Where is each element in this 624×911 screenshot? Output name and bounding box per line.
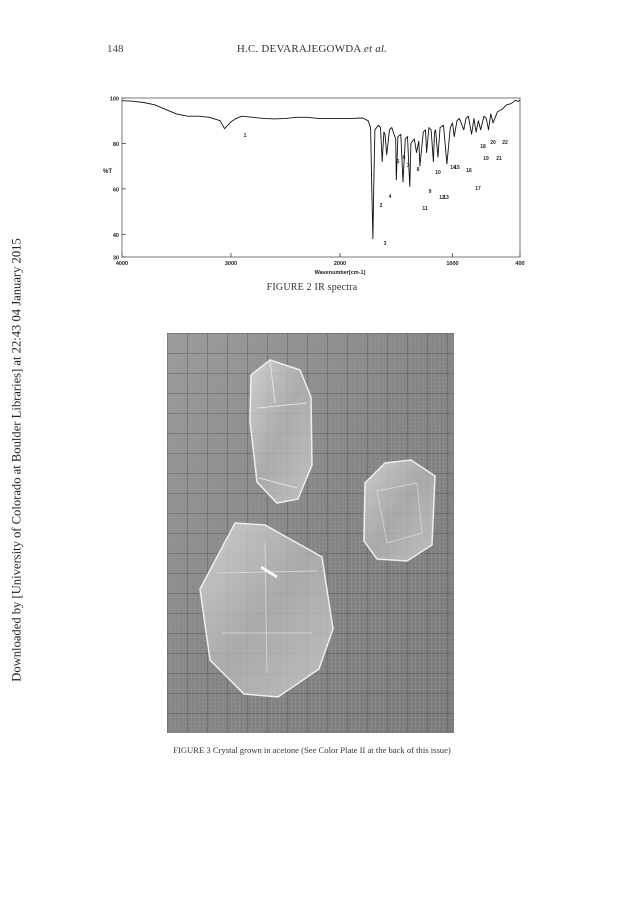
peak-label: 6 <box>402 155 406 161</box>
peak-label: 14 <box>450 165 456 171</box>
y-tick-label: 30 <box>112 255 119 262</box>
y-tick-label: 100 <box>109 96 119 103</box>
y-tick-label: 40 <box>112 232 119 239</box>
x-tick-label: 3000 <box>224 261 238 267</box>
peak-label: 3 <box>383 241 387 247</box>
download-watermark-text: Downloaded by [University of Colorado at Boulder Libraries] at 22:43 04 January 2015 <box>9 238 24 682</box>
peak-label: 15 <box>454 165 460 171</box>
peak-label: 16 <box>466 168 472 174</box>
crystal-photo-svg <box>167 333 454 733</box>
peak-label: 8 <box>416 167 420 173</box>
peak-label: 9 <box>428 189 432 195</box>
ir-transmittance-line <box>122 100 520 239</box>
running-head-etal: et al. <box>363 43 388 55</box>
x-tick-label: 400 <box>515 261 525 267</box>
peak-label: 4 <box>388 194 392 200</box>
peak-label: 21 <box>496 156 502 162</box>
page-number: 148 <box>107 43 124 55</box>
crystal-photograph <box>167 333 454 733</box>
running-head-authors: H.C. DEVARAJEGOWDA <box>236 43 361 55</box>
peak-label: 13 <box>443 195 449 201</box>
peak-label: 19 <box>483 156 489 162</box>
figure-2-caption: FIGURE 2 IR spectra <box>266 282 358 293</box>
peak-label: 17 <box>475 186 481 192</box>
peak-label: 22 <box>502 140 508 146</box>
figure-3-caption: FIGURE 3 Crystal grown in acetone (See Color Plate II at the back of this issue) <box>173 745 451 755</box>
peak-label: 1 <box>243 133 247 139</box>
y-tick-label: 80 <box>112 141 119 148</box>
peak-label: 10 <box>435 170 441 176</box>
crystal-hexagon-small <box>364 460 435 561</box>
peak-label: 18 <box>480 144 486 150</box>
x-tick-label: 1000 <box>446 261 459 267</box>
x-tick-label: 2000 <box>333 261 347 267</box>
peak-label: 11 <box>422 206 428 212</box>
peak-label: 12 <box>439 195 445 201</box>
x-tick-label: 4000 <box>115 261 129 267</box>
crystal-prism <box>250 360 312 503</box>
x-axis-title: Wavenumber[cm-1] <box>314 270 366 276</box>
running-head <box>0 43 624 55</box>
peak-label: 5 <box>396 159 400 165</box>
ir-spectrum-chart <box>100 90 530 276</box>
y-tick-label: 60 <box>112 187 119 194</box>
peak-label: 2 <box>379 203 383 209</box>
peak-label: 20 <box>490 140 496 146</box>
ir-spectrum-svg <box>100 90 530 276</box>
y-axis-title: %T <box>103 168 112 175</box>
peak-label: 7 <box>406 163 410 169</box>
